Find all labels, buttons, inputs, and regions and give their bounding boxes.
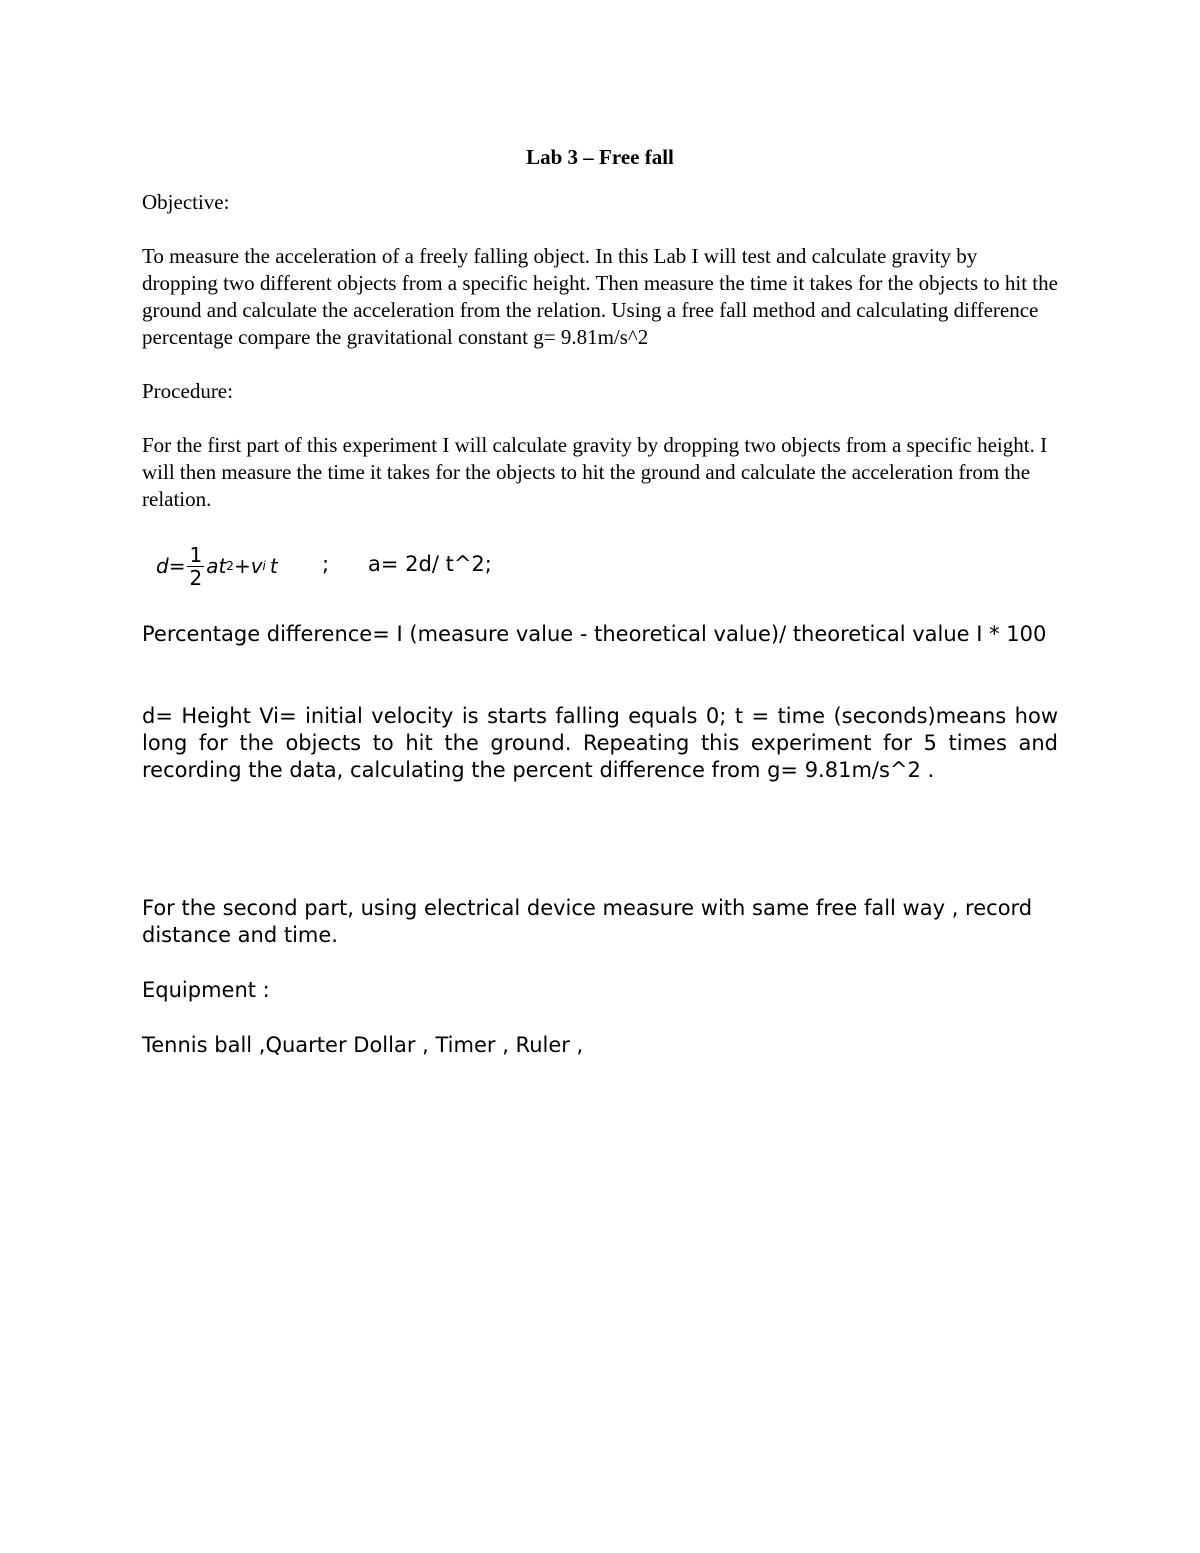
equipment-list: Tennis ball ,Quarter Dollar , Timer , Ruler , — [142, 1033, 584, 1057]
half-fraction — [187, 544, 204, 589]
variable-definitions: d= Height Vi= initial velocity is starts falling equals 0; t = time (seconds)means how long for the objects to hit the ground. Repeating this experiment for 5 times and recording the data, calculating the percent difference from g= 9.81m/s^2 . — [142, 704, 1058, 782]
procedure-paragraph: For the first part of this experiment I will calculate gravity by dropping two objects from a specific height. I will then measure the time it takes for the objects to hit the ground and calculate the acceleration from the relation. — [142, 433, 1048, 511]
equation-subscript: i — [262, 559, 266, 573]
equipment-heading: Equipment : — [142, 978, 270, 1002]
procedure-heading: Procedure: — [142, 379, 233, 403]
equation-separator: ; — [322, 552, 330, 576]
equation-lhs: d= — [156, 554, 186, 578]
fraction-numerator: 1 — [189, 542, 203, 567]
acceleration-formula: a= 2d/ t^2; — [368, 552, 492, 576]
equation-term-at: at — [206, 554, 227, 578]
distance-formula — [156, 540, 278, 592]
equation-term-v: v — [250, 554, 263, 578]
equation-term-t: t — [269, 554, 278, 578]
objective-heading: Objective: — [142, 190, 230, 214]
page-title: Lab 3 – Free fall — [526, 145, 674, 169]
second-part-paragraph: For the second part, using electrical device measure with same free fall way , record distance and time. — [142, 896, 1033, 947]
equation-exponent: 2 — [226, 559, 234, 573]
fraction-denominator: 2 — [189, 565, 203, 590]
objective-paragraph: To measure the acceleration of a freely falling object. In this Lab I will test and calculate gravity by dropping two different objects from a specific height. Then measure the time it takes for the objects to hit the ground and calculate the acceleration from the relation. Using a free fall method and calculating difference percentage compare the gravitational constant g= 9.81m/s^2 — [142, 244, 1058, 349]
kinematic-equation — [156, 540, 856, 592]
percentage-difference-formula: Percentage difference= I (measure value - theoretical value)/ theoretical value I * 100 — [142, 622, 1047, 646]
equation-plus: + — [233, 554, 251, 578]
